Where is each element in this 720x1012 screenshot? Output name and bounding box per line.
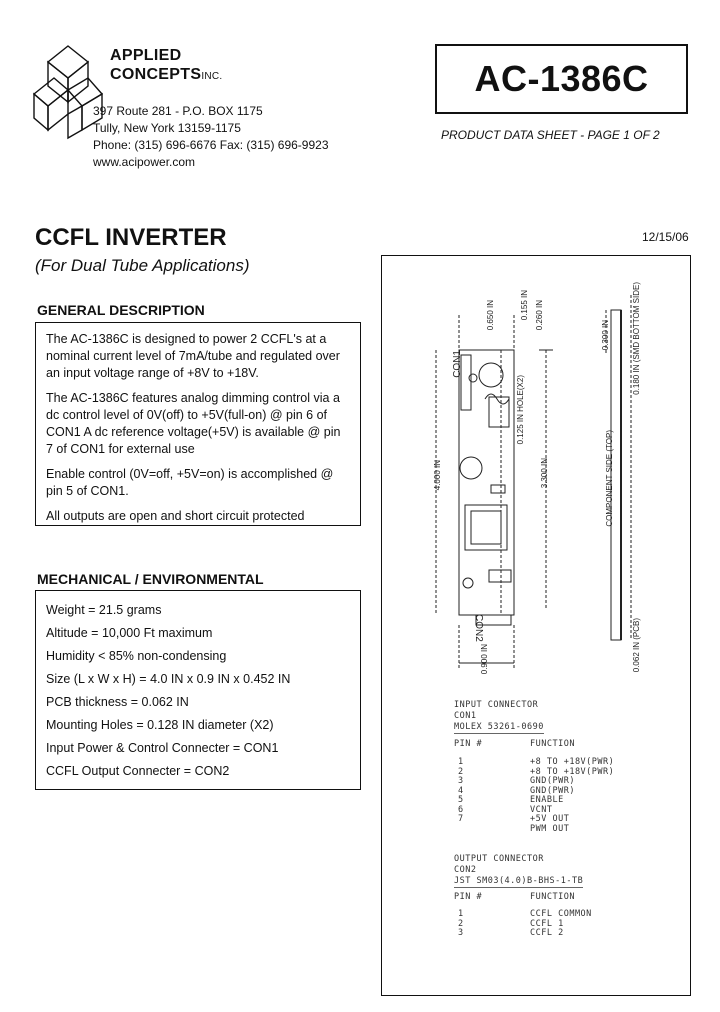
output-function-list bbox=[530, 910, 592, 939]
con1-label: CON1 bbox=[452, 350, 463, 378]
pin-number: 6 bbox=[458, 804, 464, 815]
dim-label: 0.650 IN bbox=[486, 300, 495, 331]
dim-label: 0.155 IN bbox=[520, 290, 529, 321]
spec-item: PCB thickness = 0.062 IN bbox=[46, 695, 189, 709]
pin-function: VCNT bbox=[530, 804, 553, 815]
dim-label-holes: 0.125 IN HOLE(X2) bbox=[516, 375, 525, 445]
dim-label: 0.260 IN bbox=[535, 300, 544, 331]
general-paragraph: The AC-1386C features analog dimming control via a dc control level of 0V(off) to +5V(full-on) @ pin 6 of CON1 A dc reference voltage(+5V) is available @ pin 7 of CON1 for external use bbox=[46, 391, 341, 456]
spec-item: Input Power & Control Connecter = CON1 bbox=[46, 741, 279, 755]
part-number-box bbox=[435, 44, 688, 114]
pcb-thickness-label: 0.062 IN (PCB) bbox=[632, 618, 641, 673]
mechanical-heading: MECHANICAL / ENVIRONMENTAL bbox=[37, 571, 264, 587]
pin-number: 4 bbox=[458, 785, 464, 796]
general-paragraph: The AC-1386C is designed to power 2 CCFL's at a nominal current level of 7mA/tube and regulated over an input voltage range of +8V to +18V. bbox=[46, 332, 340, 380]
output-connector-block bbox=[454, 854, 583, 888]
pin-number: 1 bbox=[458, 757, 464, 767]
address-line: Tully, New York 13159-1175 bbox=[93, 121, 241, 135]
pin-function: GND(PWR) bbox=[530, 785, 575, 796]
output-connector-part: JST SM03(4.0)B-BHS-1-TB bbox=[454, 876, 584, 886]
company-name-line2: CONCEPTS bbox=[110, 66, 202, 83]
pin-number: 2 bbox=[458, 766, 464, 777]
dim-label-length: 4.000 IN bbox=[433, 460, 442, 491]
con2-label: CON2 bbox=[473, 614, 484, 642]
page-subtitle: (For Dual Tube Applications) bbox=[35, 256, 250, 275]
dim-label-height: 0.180 IN (SMD BOTTOM SIDE) bbox=[632, 282, 641, 395]
phone-line: Phone: (315) 696-6676 Fax: (315) 696-9923 bbox=[93, 138, 329, 152]
website-link[interactable]: www.acipower.com bbox=[93, 155, 196, 169]
dim-label-width: 0.900 IN bbox=[480, 644, 489, 675]
spec-item: Weight = 21.5 grams bbox=[46, 603, 162, 617]
company-name-line1: APPLIED bbox=[110, 47, 182, 64]
pin-function: CCFL 2 bbox=[530, 928, 564, 938]
company-address bbox=[93, 103, 329, 171]
dim-label-side: 0.300 IN bbox=[601, 320, 610, 351]
output-connector-title: OUTPUT CONNECTOR bbox=[454, 854, 544, 864]
general-paragraph: Enable control (0V=off, +5V=on) is accomplished @ pin 5 of CON1. bbox=[46, 467, 334, 498]
spec-item: Size (L x W x H) = 4.0 IN x 0.9 IN x 0.452 IN bbox=[46, 672, 291, 686]
pin-number: 5 bbox=[458, 795, 464, 805]
general-paragraph: All outputs are open and short circuit protected bbox=[46, 509, 305, 523]
pin-function: +8 TO +18V(PWR) bbox=[530, 757, 615, 767]
spec-item: Mounting Holes = 0.128 IN diameter (X2) bbox=[46, 718, 274, 732]
pin-function: CCFL 1 bbox=[530, 918, 564, 929]
input-connector-ref: CON1 bbox=[454, 711, 477, 721]
input-col-pin: PIN # bbox=[454, 739, 483, 749]
component-side-label: COMPONENT SIDE (TOP) bbox=[605, 430, 614, 527]
address-line: 397 Route 281 - P.O. BOX 1175 bbox=[93, 104, 263, 118]
mechanical-box bbox=[35, 590, 361, 790]
document-date: 12/15/06 bbox=[642, 230, 689, 244]
pin-number: 3 bbox=[458, 776, 464, 786]
part-number: AC-1386C bbox=[474, 58, 649, 99]
input-connector-part: MOLEX 53261-0690 bbox=[454, 722, 544, 732]
input-pin-list bbox=[458, 758, 464, 825]
pin-function: GND(PWR) bbox=[530, 776, 575, 786]
pin-function: CCFL COMMON bbox=[530, 909, 592, 919]
spec-item: Altitude = 10,000 Ft maximum bbox=[46, 626, 213, 640]
output-col-pin: PIN # bbox=[454, 892, 483, 902]
input-connector-title: INPUT CONNECTOR bbox=[454, 700, 539, 710]
sheet-label: PRODUCT DATA SHEET - PAGE 1 OF 2 bbox=[441, 128, 660, 142]
dim-label-inner: 3.300 IN bbox=[540, 458, 549, 489]
pin-function: +5V OUT bbox=[530, 814, 570, 824]
spec-item: Humidity < 85% non-condensing bbox=[46, 649, 227, 663]
company-suffix: INC. bbox=[201, 71, 223, 82]
company-name bbox=[110, 46, 223, 86]
pin-number: 3 bbox=[458, 928, 464, 938]
pin-function: ENABLE bbox=[530, 795, 564, 805]
spec-item: CCFL Output Connecter = CON2 bbox=[46, 764, 230, 778]
pin-number: 7 bbox=[458, 814, 464, 824]
input-function-list bbox=[530, 758, 614, 834]
pin-function: PWM OUT bbox=[530, 823, 570, 834]
general-description-box bbox=[35, 322, 361, 526]
input-col-function: FUNCTION bbox=[530, 739, 575, 749]
pin-number: 1 bbox=[458, 909, 464, 919]
output-connector-ref: CON2 bbox=[454, 865, 477, 875]
pin-number: 2 bbox=[458, 918, 464, 929]
pin-function: +8 TO +18V(PWR) bbox=[530, 766, 615, 777]
page-title: CCFL INVERTER bbox=[35, 224, 227, 251]
output-pin-list bbox=[458, 910, 464, 939]
general-heading: GENERAL DESCRIPTION bbox=[37, 302, 205, 318]
output-col-function: FUNCTION bbox=[530, 892, 575, 902]
input-connector-block bbox=[454, 700, 544, 734]
